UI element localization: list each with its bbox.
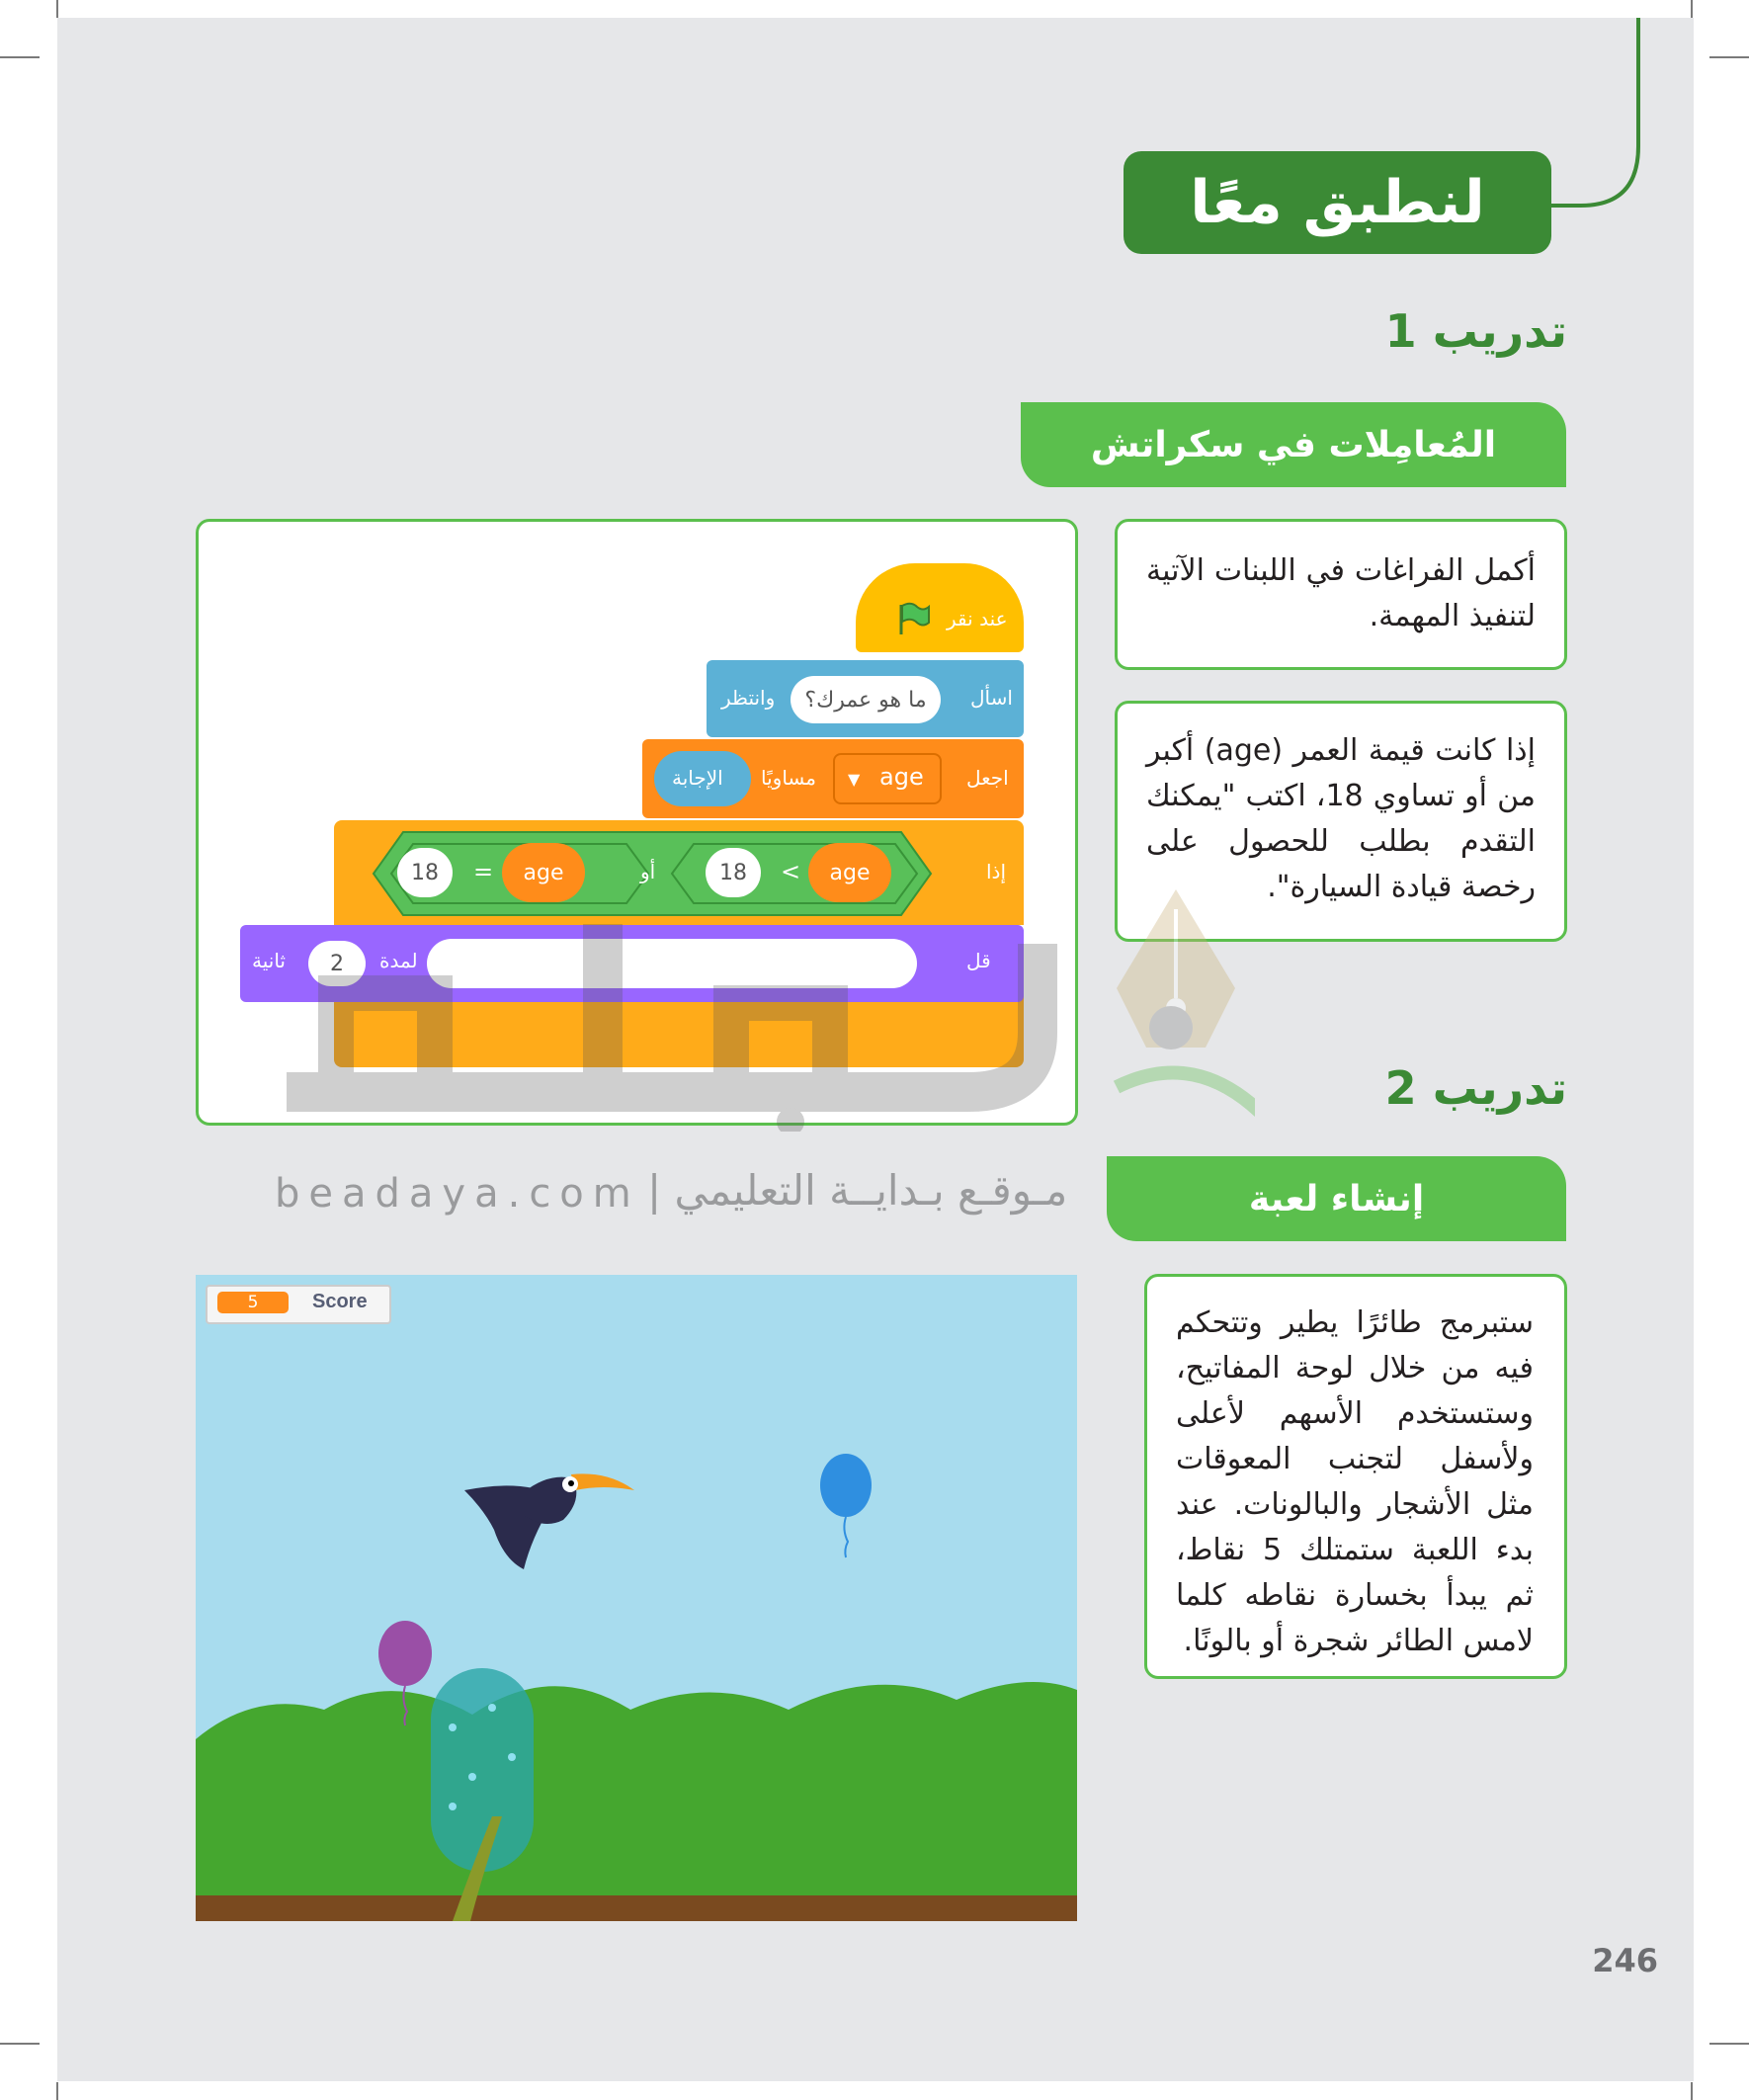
age-reporter[interactable]: age [808, 843, 891, 902]
greater-than-operator: > [781, 858, 801, 885]
set-equals-label: مساويًا [761, 766, 816, 790]
instruction-text: أكمل الفراغات في اللبنات الآتية لتنفيذ المهمة. [1146, 553, 1536, 633]
say-seconds-input[interactable]: 2 [308, 941, 366, 986]
watermark-url: beadaya.com [275, 1171, 640, 1217]
or-label: أو [640, 860, 656, 883]
game-stage[interactable] [196, 1275, 1077, 1921]
page-title: لنطبق معًا [1124, 151, 1551, 254]
tree-obstacle-sprite[interactable] [423, 1668, 551, 1921]
set-label: اجعل [966, 766, 1009, 790]
beadaya-watermark-logo [257, 884, 1117, 1132]
when-flag-label: عند نقر [947, 607, 1008, 630]
score-label: Score [312, 1291, 368, 1312]
age-reporter[interactable]: age [502, 843, 585, 902]
toucan-bird-sprite[interactable] [464, 1461, 642, 1579]
cmp1-number-input[interactable]: 18 [706, 848, 761, 897]
task-text: إذا كانت قيمة العمر (age) أكبر من أو تساوي 18، اكتب "يمكنك التقدم بطلب للحصول على رخصة قيادة السيارة". [1146, 733, 1536, 904]
watermark-arabic-text: مـوقـع بـدايــة التعليمي | [647, 1166, 1068, 1215]
pen-nib-logo-icon [1097, 889, 1255, 1146]
say-for-label: لمدة [379, 949, 418, 972]
ask-label: اسأل [970, 686, 1013, 710]
ask-wait-label: وانتظر [721, 686, 776, 710]
equals-operator: = [473, 858, 494, 885]
chevron-down-icon: ▼ [848, 770, 861, 789]
green-flag-icon [895, 601, 931, 636]
ask-question-input[interactable]: ما هو عمرك؟ [791, 676, 941, 723]
drill-2-section-bar: إنشاء لعبة [1107, 1156, 1566, 1241]
say-unit-label: ثانية [252, 949, 286, 972]
say-label: قل [966, 949, 991, 972]
drill-1-section-bar: المُعامِلات في سكراتش [1021, 402, 1566, 487]
game-description-text: ستبرمج طائرًا يطير وتتحكم فيه من خلال لوحة المفاتيح، وستستخدم الأسهم لأعلى ولأسفل لتجنب المعوقات مثل الأشجار والبالونات. عند بدء اللعبة ستمتلك 5 نقاط، ثم يبدأ بخسارة نقاطه كلما لامس الطائر شجرة أو بالونًا. [1176, 1305, 1534, 1658]
page-number: 246 [1592, 1942, 1658, 1979]
score-value: 5 [217, 1292, 289, 1313]
drill-1-heading: تدريب 1 [1384, 304, 1567, 358]
cmp2-number-input[interactable]: 18 [397, 848, 453, 897]
variable-dropdown-value: age [879, 763, 924, 791]
answer-reporter-label: الإجابة [672, 766, 723, 790]
drill-2-heading: تدريب 2 [1384, 1061, 1567, 1115]
if-label: إذا [986, 860, 1007, 883]
blue-balloon-sprite[interactable] [816, 1451, 875, 1559]
title-connector-line [1541, 18, 1660, 215]
